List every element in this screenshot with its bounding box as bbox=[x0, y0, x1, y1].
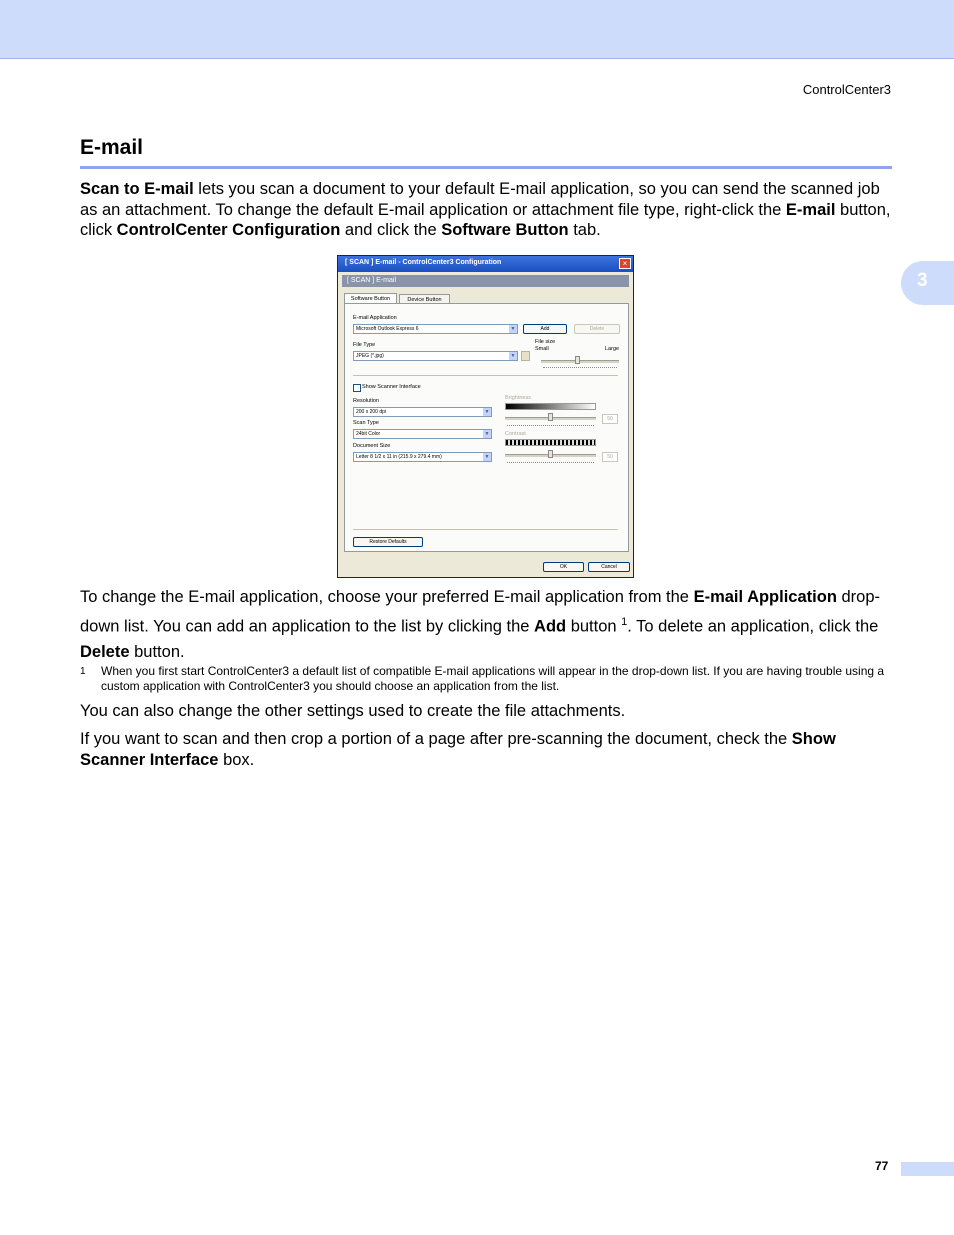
file-size-label: File size bbox=[535, 339, 556, 345]
restore-defaults-button[interactable]: Restore Defaults bbox=[353, 537, 423, 547]
file-size-slider-track[interactable] bbox=[541, 360, 619, 363]
text: . To delete an application, click the bbox=[627, 617, 879, 636]
running-header: ControlCenter3 bbox=[802, 82, 891, 97]
contrast-label: Contrast bbox=[505, 431, 526, 437]
show-scanner-checkbox[interactable] bbox=[353, 384, 361, 392]
text: box. bbox=[218, 750, 255, 769]
term-delete: Delete bbox=[80, 642, 130, 661]
text: drop-down list. You can add an application to the list by clicking the bbox=[80, 588, 881, 636]
slider-ticks bbox=[507, 425, 594, 428]
footnote-reference[interactable]: 1 bbox=[621, 616, 628, 628]
file-size-slider-thumb[interactable] bbox=[575, 356, 580, 364]
text: button. bbox=[129, 642, 185, 661]
email-application-label: E-mail Application bbox=[353, 315, 397, 321]
document-size-label: Document Size bbox=[353, 443, 391, 449]
term-scan-to-email: Scan to E-mail bbox=[80, 180, 194, 198]
divider bbox=[353, 529, 618, 530]
document-size-select[interactable] bbox=[353, 452, 492, 462]
select-value: JPEG (*.jpg) bbox=[356, 353, 384, 359]
chapter-number: 3 bbox=[917, 270, 928, 291]
term-email-application: E-mail Application bbox=[693, 588, 837, 606]
scan-type-select[interactable] bbox=[353, 429, 492, 439]
section-title: E-mail bbox=[80, 136, 144, 159]
tab-software-button[interactable]: Software Button bbox=[344, 293, 397, 304]
configuration-dialog bbox=[337, 255, 634, 578]
scanner-interface-paragraph bbox=[80, 729, 895, 770]
select-value: 200 x 200 dpi bbox=[356, 409, 387, 415]
cancel-button[interactable]: Cancel bbox=[588, 562, 630, 572]
delete-button[interactable]: Delete bbox=[574, 324, 620, 334]
chapter-tab bbox=[901, 261, 954, 305]
subheader-text: [ SCAN ] E-mail bbox=[347, 277, 397, 284]
slider-ticks bbox=[543, 367, 617, 370]
text: button bbox=[566, 617, 622, 636]
contrast-value[interactable]: 50 bbox=[602, 452, 618, 462]
brightness-gradient bbox=[505, 403, 596, 410]
application-paragraph bbox=[80, 585, 895, 665]
contrast-slider-thumb[interactable] bbox=[548, 450, 553, 458]
resolution-label: Resolution bbox=[353, 398, 379, 404]
term-software-button: Software Button bbox=[441, 221, 569, 239]
term-show-scanner-interface: Show Scanner Interface bbox=[80, 730, 836, 769]
file-type-select[interactable] bbox=[353, 351, 518, 361]
close-icon[interactable]: × bbox=[619, 258, 631, 269]
show-scanner-label: Show Scanner Interface bbox=[362, 384, 421, 390]
term-add: Add bbox=[534, 617, 567, 636]
term-controlcenter-configuration: ControlCenter Configuration bbox=[116, 221, 341, 239]
chevron-down-icon: ▼ bbox=[510, 353, 516, 359]
footer-band bbox=[901, 1162, 954, 1176]
select-value: Letter 8 1/2 x 11 in (215.9 x 279.4 mm) bbox=[356, 454, 442, 460]
text: and click the bbox=[340, 221, 442, 239]
add-button[interactable]: Add bbox=[523, 324, 567, 334]
brightness-slider-thumb[interactable] bbox=[548, 413, 553, 421]
file-type-label: File Type bbox=[353, 342, 376, 348]
dialog-titlebar bbox=[338, 256, 633, 272]
email-application-select[interactable] bbox=[353, 324, 518, 334]
intro-paragraph bbox=[80, 179, 895, 241]
title-rule bbox=[80, 166, 892, 169]
file-size-large-label: Large bbox=[605, 346, 620, 352]
chevron-down-icon: ▼ bbox=[484, 431, 490, 437]
brightness-label: Brightness bbox=[505, 395, 531, 401]
dialog-title: [ SCAN ] E-mail - ControlCenter3 Configuration bbox=[345, 259, 502, 266]
text: tab. bbox=[568, 221, 601, 239]
footnote-text: When you first start ControlCenter3 a default list of compatible E-mail applications will appear in the drop-down list. If you are having trouble using a custom application with ControlCenter3 you should choose an application from the list. bbox=[101, 664, 885, 693]
select-value: Microsoft Outlook Express 6 bbox=[356, 326, 419, 332]
slider-ticks bbox=[507, 462, 594, 465]
text: lets you scan a document to your default E-mail application, so you can send the scanned job as an attachment. To change the default E-mail application or attachment file type, right-click the bbox=[80, 180, 880, 219]
footnote-number: 1 bbox=[80, 666, 86, 677]
brightness-value[interactable]: 50 bbox=[602, 414, 618, 424]
text: button, click bbox=[80, 200, 891, 239]
ok-button[interactable]: OK bbox=[543, 562, 584, 572]
file-size-small-label: Small bbox=[535, 346, 549, 352]
select-value: 24bit Color bbox=[356, 431, 381, 437]
term-email: E-mail bbox=[785, 200, 836, 219]
tab-panel bbox=[344, 303, 629, 552]
tab-device-button[interactable]: Device Button bbox=[399, 294, 450, 304]
settings-paragraph: You can also change the other settings used to create the file attachments. bbox=[80, 702, 626, 720]
contrast-pattern bbox=[505, 439, 596, 446]
resolution-select[interactable] bbox=[353, 407, 492, 417]
top-header-band bbox=[0, 0, 954, 59]
text: If you want to scan and then crop a portion of a page after pre-scanning the document, check the bbox=[80, 730, 792, 748]
pdf-settings-icon[interactable] bbox=[521, 351, 530, 361]
divider bbox=[353, 375, 618, 376]
text: To change the E-mail application, choose your preferred E-mail application from the bbox=[80, 588, 694, 606]
chevron-down-icon: ▼ bbox=[484, 409, 490, 415]
scan-type-label: Scan Type bbox=[353, 420, 379, 426]
dialog-subheader bbox=[342, 275, 629, 287]
page-number: 77 bbox=[875, 1159, 889, 1173]
chevron-down-icon: ▼ bbox=[510, 326, 516, 332]
chevron-down-icon: ▼ bbox=[484, 454, 490, 460]
